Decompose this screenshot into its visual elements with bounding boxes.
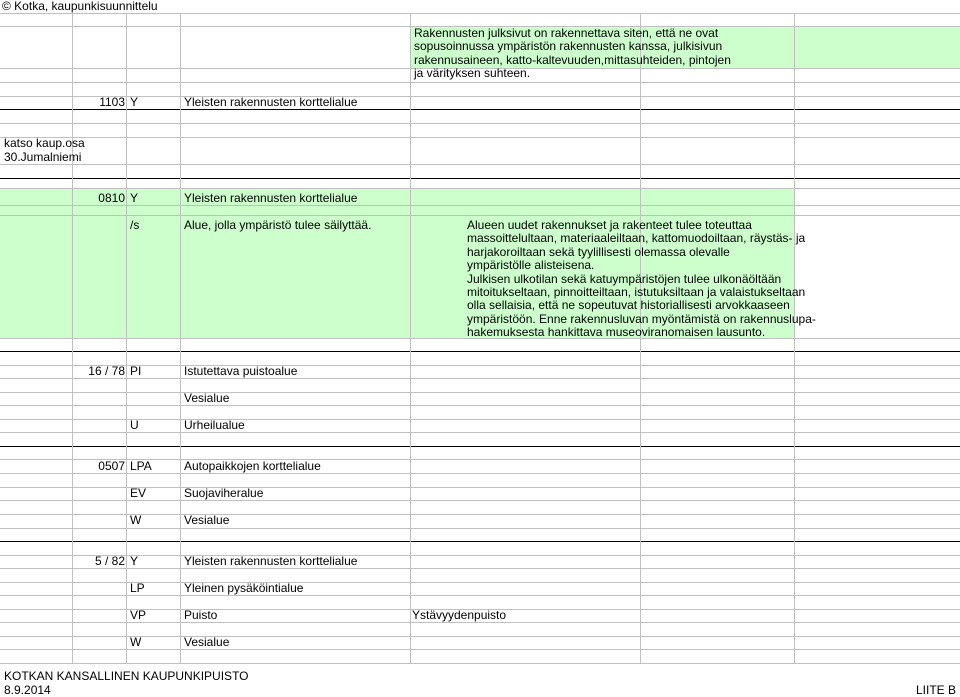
zone-description: Istutettava puistoalue bbox=[184, 364, 298, 378]
reference-line-1: katso kaup.osa bbox=[4, 136, 85, 150]
footer-appendix: LIITE B bbox=[916, 683, 957, 697]
zone-description: Yleisten rakennusten korttelialue bbox=[184, 95, 358, 109]
zone-description: Suojaviheralue bbox=[184, 486, 264, 500]
zone-mark: PI bbox=[130, 364, 142, 378]
facade-requirement-note: Rakennusten julksivut on rakennettava siten, että ne ovat sopusoinnussa ympäristön rakennusten kanssa, julkisivun rakennusaineen, katto-kaltevuuden,mittasuhteiden, pintojen ja värityksen suhteen. bbox=[414, 26, 731, 81]
preservation-note-line: harjakoroiltaan sekä tyylillisesti olemassa olevalle bbox=[467, 244, 730, 259]
zone-mark: VP bbox=[130, 608, 147, 622]
block-code-0507: 0507 bbox=[98, 459, 125, 473]
footer-organization: KOTKAN KANSALLINEN KAUPUNKIPUISTO bbox=[4, 669, 249, 683]
footer-date: 8.9.2014 bbox=[4, 683, 51, 697]
block-code-1103: 1103 bbox=[99, 95, 125, 109]
preservation-note-line: Julkisen ulkotilan sekä katuympäristöjen tulee ulkonäöltään bbox=[467, 271, 782, 286]
zone-description: Urheilualue bbox=[184, 418, 245, 432]
preservation-note bbox=[467, 219, 816, 340]
zone-mark: Y bbox=[130, 554, 139, 568]
zone-mark: Y bbox=[130, 191, 139, 205]
zone-mark: Y bbox=[130, 95, 139, 109]
preservation-note-line: ympäristölle alisteisena. bbox=[467, 258, 595, 273]
preservation-note-line: mitoitukseltaan, pinnoitteiltaan, istutuksiltaan ja valaistukseltaan bbox=[467, 285, 806, 300]
zone-mark-secondary: /s bbox=[130, 218, 140, 232]
preservation-note-line: massoittelultaan, materiaaleiltaan, kattomuodoiltaan, räystäs- ja bbox=[467, 231, 806, 246]
zone-description-secondary: Alue, jolla ympäristö tulee säilyttää. bbox=[184, 218, 372, 232]
block-code-5-82: 5 / 82 bbox=[94, 554, 125, 568]
zone-description: Yleisten rakennusten korttelialue bbox=[184, 191, 358, 205]
preservation-note-line: Alueen uudet rakennukset ja rakenteet tulee toteuttaa bbox=[467, 218, 752, 232]
park-name: Ystävyydenpuisto bbox=[412, 608, 507, 622]
zone-description: Vesialue bbox=[184, 391, 230, 405]
preservation-note-line: hakemuksesta hankittava museoviranomaisen lausunto. bbox=[467, 325, 766, 340]
zone-mark: U bbox=[130, 418, 139, 432]
zone-mark: EV bbox=[130, 486, 147, 500]
zone-description: Vesialue bbox=[184, 513, 230, 527]
block-code-16-78: 16 / 78 bbox=[88, 364, 125, 378]
zone-mark: W bbox=[130, 635, 142, 649]
preservation-note-line: olla sellaisia, että ne sopeutuvat historiallisesti arvokkaaseen bbox=[467, 298, 790, 313]
zone-description: Vesialue bbox=[184, 635, 230, 649]
reference-line-2: 30.Jumalniemi bbox=[4, 150, 82, 164]
zone-description: Yleinen pysäköintialue bbox=[184, 581, 304, 595]
zone-description: Puisto bbox=[184, 608, 218, 622]
block-code-0810: 0810 bbox=[98, 191, 125, 205]
zone-description: Yleisten rakennusten korttelialue bbox=[184, 554, 358, 568]
zone-mark: LP bbox=[130, 581, 145, 595]
zone-mark: LPA bbox=[130, 459, 152, 473]
preservation-note-line: ympäristöön. Enne rakennusluvan myöntämistä on rakennuslupa- bbox=[467, 311, 816, 326]
zone-mark: W bbox=[130, 513, 142, 527]
zone-description: Autopaikkojen korttelialue bbox=[184, 459, 321, 473]
copyright-notice: © Kotka, kaupunkisuunnittelu bbox=[2, 0, 161, 13]
